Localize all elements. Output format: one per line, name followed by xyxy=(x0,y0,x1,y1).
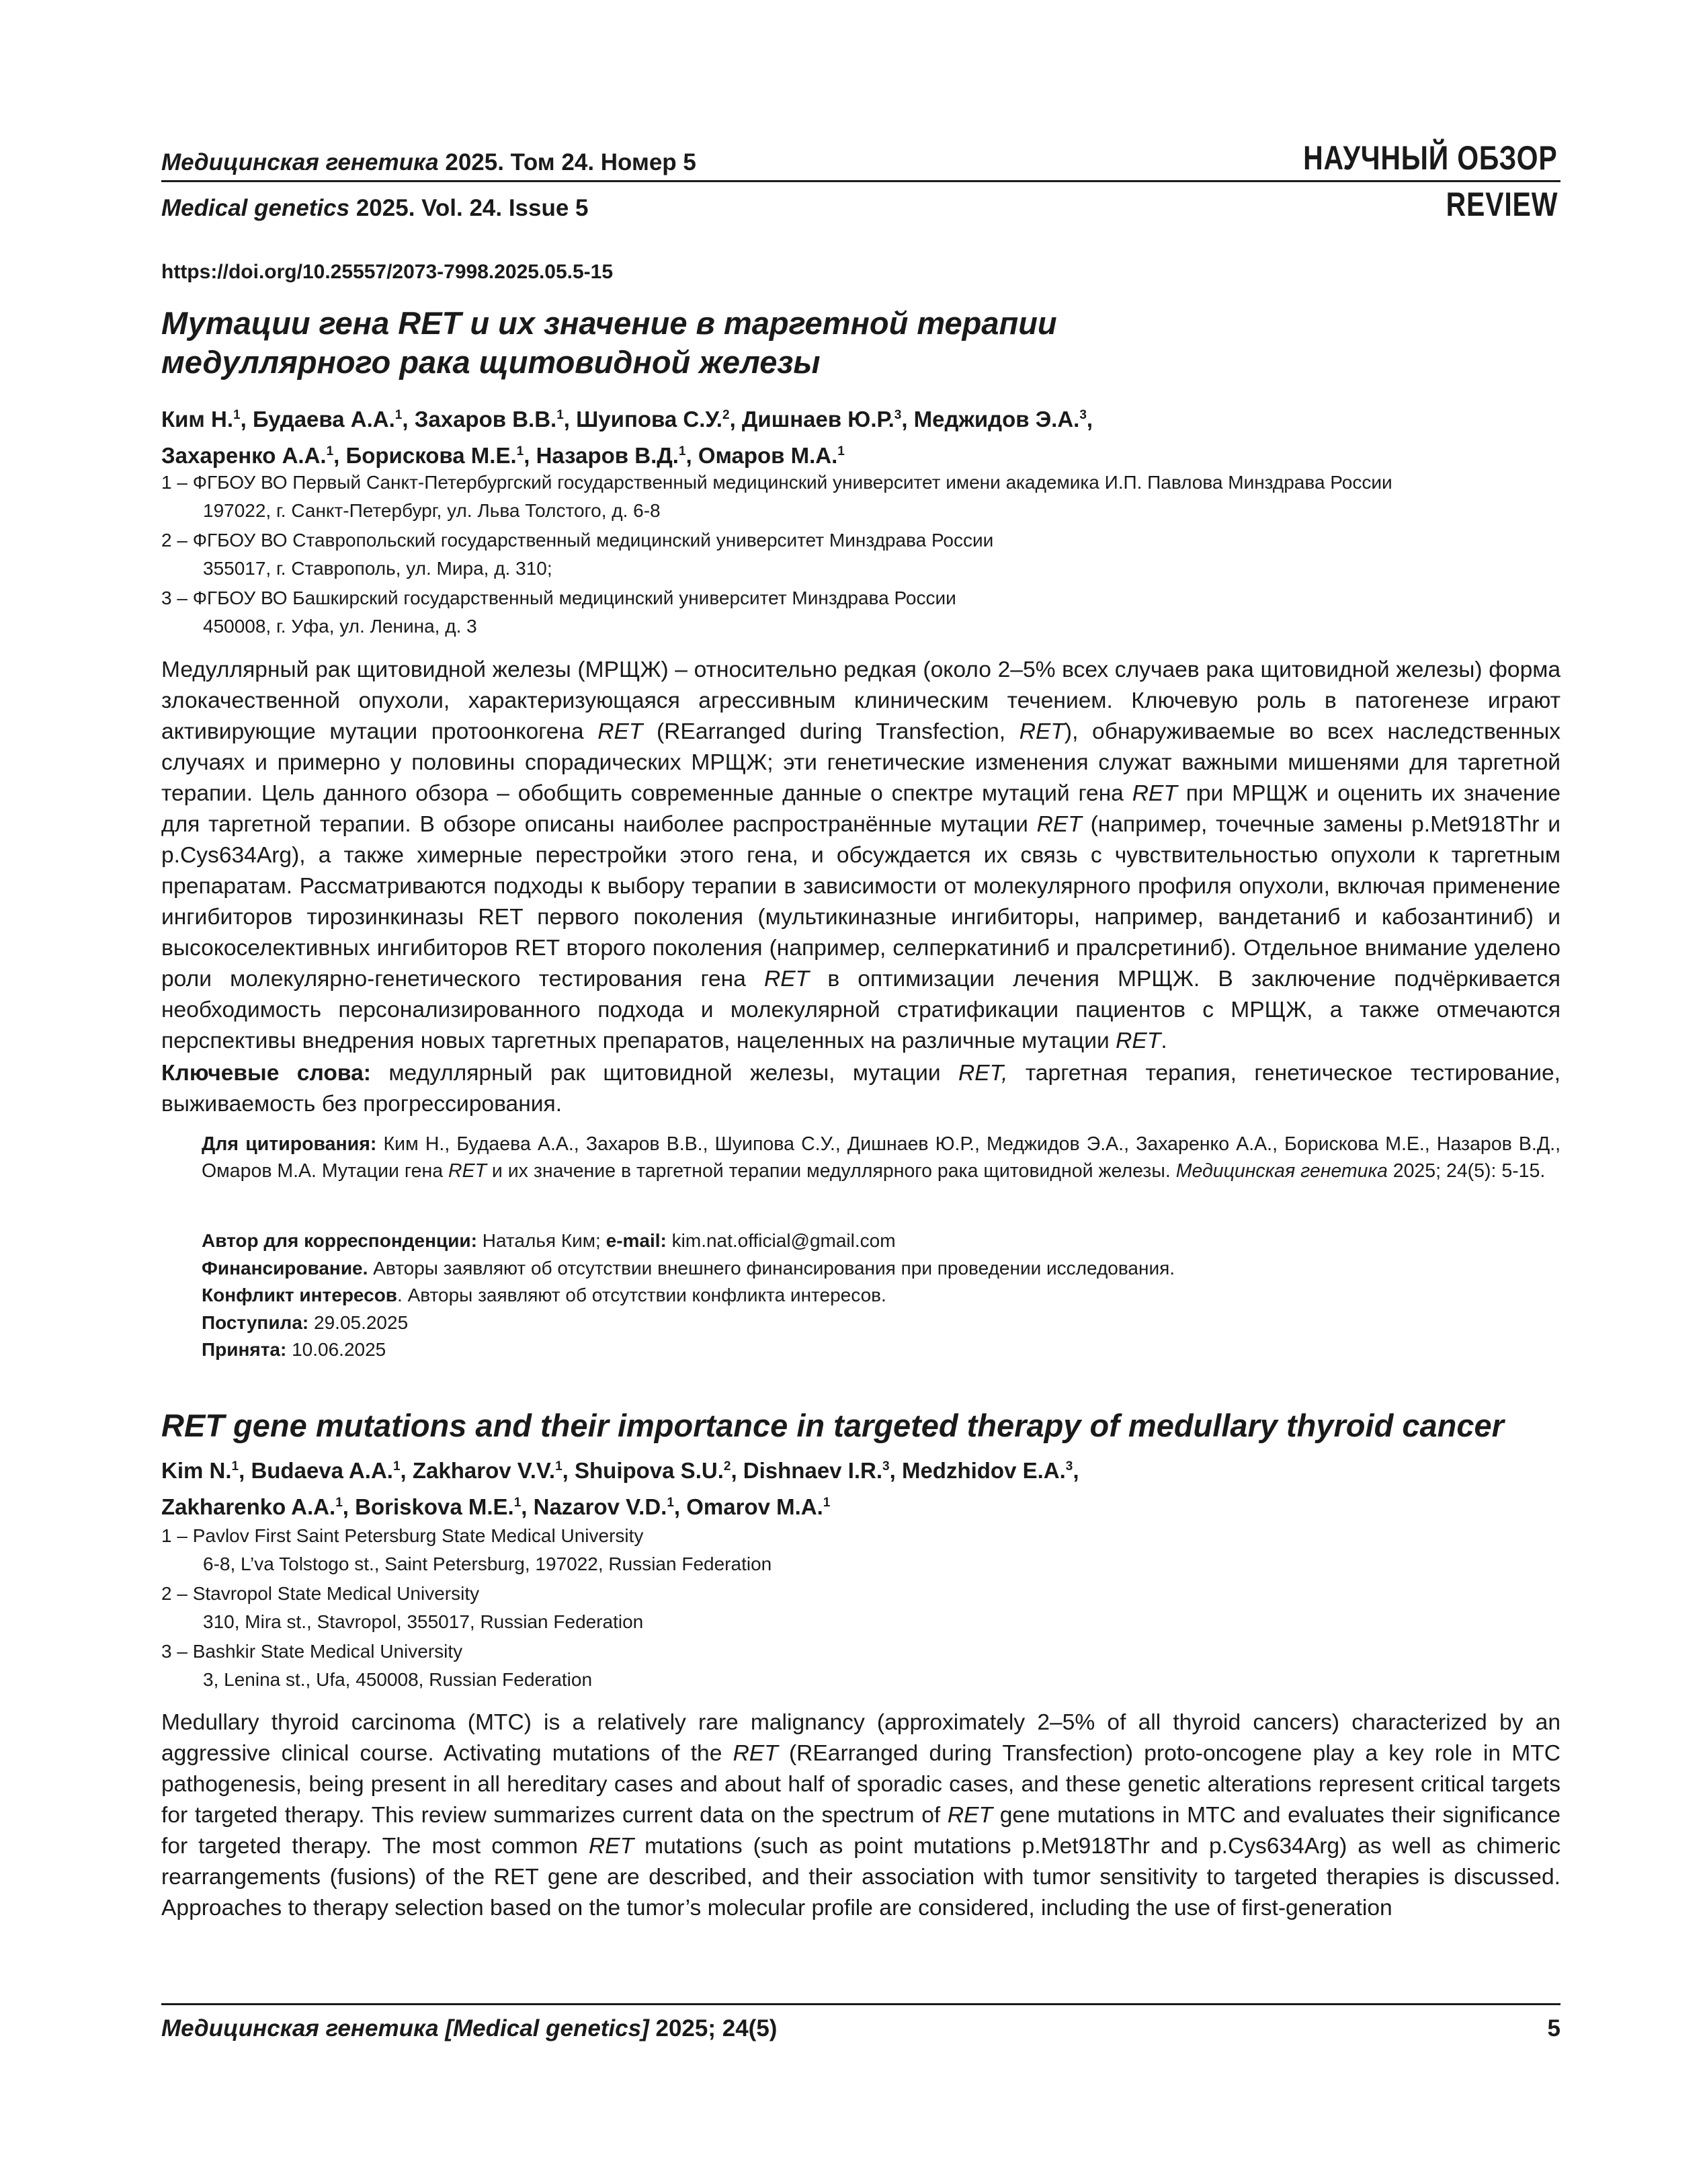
running-footer xyxy=(161,2015,777,2042)
affiliations-en xyxy=(161,1522,1559,1695)
author-name: Omarov M.A. xyxy=(686,1494,823,1519)
accepted-label: Принята: xyxy=(202,1339,287,1360)
abstract-text-segment: при МРЩЖ и оценить их значение для таргетной терапии. В обзоре описаны наиболее распространённые мутации xyxy=(161,781,1560,837)
authors-ru xyxy=(161,399,1559,472)
affiliation-institution: 1 – ФГБОУ ВО Первый Санкт-Петербургский государственный медицинский университет имени академика И.П. Павлова Минздрава России xyxy=(161,472,1392,493)
abstract-text-segment: (например, точечные замены p.Met918Thr и p.Cys634Arg), а также химерные перестройки этого гена, и обсуждается их связь с чувствительностью опухоли к таргетным препаратам. Рассматриваются подходы к выбору терапии в зависимости от молекулярного профиля опухоли, включая применение ингибиторов тирозинкиназы RET первого поколения (мультикиназные ингибиторы, например, вандетаниб и кабозантиниб) и высокоселективных ингибиторов RET второго поколения (например, селперкатиниб и пралсретиниб). Отдельное внимание уделено роли молекулярно-генетического тестирования гена xyxy=(161,812,1560,992)
author-affiliation-mark: 1 xyxy=(556,408,564,422)
keywords-text-b: таргетная терапия, генетическое тестирование, выживаемость без прогрессирования. xyxy=(161,1061,1560,1117)
author-name: Захаров В.В. xyxy=(414,407,557,432)
conflict-label: Конфликт интересов xyxy=(202,1285,398,1305)
received-label: Поступила: xyxy=(202,1311,309,1333)
abstract-gene-symbol: RET xyxy=(947,1803,993,1828)
author-separator: , xyxy=(562,1458,575,1483)
author-affiliation-mark: 3 xyxy=(882,1459,890,1473)
funding-text: Авторы заявляют об отсутствии внешнего финансирования при проведении исследования. xyxy=(368,1257,1175,1279)
citation-text-c: 2025; 24(5): 5-15. xyxy=(1387,1160,1546,1182)
author-affiliation-mark: 1 xyxy=(823,1496,831,1510)
author-separator: , xyxy=(563,407,577,432)
page-number: 5 xyxy=(1547,2015,1560,2041)
citation-text-b: и их значение в таргетной терапии медуллярного рака щитовидной железы. xyxy=(486,1160,1176,1182)
author-name: Boriskova M.E. xyxy=(355,1494,514,1519)
authors-ru-line1 xyxy=(161,399,1559,436)
author-name: Борискова М.Е. xyxy=(345,443,517,468)
abstract-gene-symbol: RET xyxy=(588,1834,634,1859)
author-affiliation-mark: 1 xyxy=(678,444,686,458)
abstract-gene-symbol: RET xyxy=(764,967,810,992)
article-meta xyxy=(202,1227,1546,1364)
correspondence-line xyxy=(202,1227,1546,1255)
abstract-gene-symbol: RET xyxy=(1019,719,1065,744)
received-date: 29.05.2025 xyxy=(308,1311,409,1333)
author-separator: , xyxy=(1073,1458,1079,1483)
author-name: Zakharenko A.A. xyxy=(161,1494,336,1519)
author-separator: , xyxy=(333,443,346,468)
affiliation-address: 6-8, L’va Tolstogo st., Saint Petersburg, 197022, Russian Federation xyxy=(203,1553,772,1574)
issue-ru: 2025. Том 24. Номер 5 xyxy=(438,149,696,175)
author-separator: , xyxy=(889,1458,902,1483)
correspondence-name: Наталья Ким; xyxy=(476,1230,606,1251)
journal-name-en: Medical genetics xyxy=(161,195,350,221)
affiliation-institution: 1 – Pavlov First Saint Petersburg State Medical University xyxy=(161,1525,644,1546)
affiliation-institution: 3 – ФГБОУ ВО Башкирский государственный медицинский университет Минздрава России xyxy=(161,588,956,608)
author-separator: , xyxy=(731,1458,743,1483)
affiliation-address: 197022, г. Санкт-Петербург, ул. Льва Толстого, д. 6-8 xyxy=(203,500,661,521)
abstract-gene-symbol: RET xyxy=(597,719,643,744)
article-title-ru xyxy=(161,304,1237,382)
article-title-en: RET gene mutations and their importance in targeted therapy of medullary thyroid cancer xyxy=(161,1408,1504,1443)
author-affiliation-mark: 3 xyxy=(1079,408,1087,422)
keywords-ru xyxy=(161,1058,1560,1120)
author-name: Shuipova S.U. xyxy=(575,1458,724,1483)
author-name: Омаров М.А. xyxy=(698,443,838,468)
author-name: Будаева А.А. xyxy=(252,407,395,432)
doi-link[interactable]: https://doi.org/10.25557/2073-7998.2025.05.5-15 xyxy=(161,261,614,283)
authors-en xyxy=(161,1451,1559,1523)
abstract-text-segment: gene mutations in MTC and evaluates their significance for targeted therapy. The most common xyxy=(161,1803,1560,1859)
affiliation-item xyxy=(161,469,1559,525)
affiliation-address: 310, Mira st., Stavropol, 355017, Russian Federation xyxy=(203,1611,644,1632)
author-affiliation-mark: 1 xyxy=(392,1459,401,1473)
funding-label: Финансирование. xyxy=(202,1257,368,1279)
author-separator: , xyxy=(901,407,914,432)
abstract-text-segment: mutations (such as point mutations p.Met918Thr and p.Cys634Arg) as well as chimeric rearrangements (fusions) of the RET gene are described, and their association with tumor sensitivity to targeted therapies is discussed. Approaches to therapy selection based on the tumor’s molecular profile are considered, including the use of first-generation xyxy=(161,1834,1560,1920)
citation-block xyxy=(202,1131,1560,1184)
authors-en-line2 xyxy=(161,1487,1559,1523)
author-separator: , xyxy=(239,1458,251,1483)
author-affiliation-mark: 1 xyxy=(394,408,403,422)
abstract-gene-symbol: RET xyxy=(733,1741,778,1766)
footer-divider xyxy=(161,2003,1560,2005)
author-affiliation-mark: 3 xyxy=(1065,1459,1073,1473)
funding-line xyxy=(202,1255,1546,1283)
author-affiliation-mark: 1 xyxy=(837,444,845,458)
affiliation-item xyxy=(161,526,1559,583)
author-affiliation-mark: 1 xyxy=(326,444,334,458)
author-affiliation-mark: 2 xyxy=(722,408,730,422)
author-name: Dishnaev I.R. xyxy=(743,1458,883,1483)
issue-en: 2025. Vol. 24. Issue 5 xyxy=(349,195,589,221)
author-separator: , xyxy=(240,407,253,432)
abstract-text-segment: Medullary thyroid carcinoma (MTC) is a relatively rare malignancy (approximately 2–5% of all thyroid cancers) characterized by an aggressive clinical course. Activating mutations of the xyxy=(161,1710,1560,1766)
email-link[interactable]: kim.nat.official@gmail.com xyxy=(666,1230,896,1251)
accepted-line xyxy=(202,1336,1546,1364)
author-name: Меджидов Э.А. xyxy=(913,407,1080,432)
conflict-text: . Авторы заявляют об отсутствии конфликта интересов. xyxy=(397,1285,886,1305)
footer-journal: Медицинская генетика [Medical genetics] xyxy=(161,2015,649,2041)
citation-journal: Медицинская генетика xyxy=(1175,1160,1388,1182)
author-affiliation-mark: 1 xyxy=(516,444,524,458)
affiliation-institution: 2 – Stavropol State Medical University xyxy=(161,1583,480,1604)
abstract-gene-symbol: RET xyxy=(1036,812,1082,837)
abstract-ru xyxy=(161,655,1560,1057)
author-name: Ким Н. xyxy=(161,407,234,432)
author-affiliation-mark: 2 xyxy=(723,1459,731,1473)
abstract-text-segment: (REarranged during Transfection) proto-oncogene play a key role in MTC pathogenesis, being present in all hereditary cases and about half of sporadic cases, and these genetic alterations represent critical targets for targeted therapy. This review summarizes current data on the spectrum of xyxy=(161,1741,1560,1828)
affiliations-ru xyxy=(161,469,1559,642)
author-separator: , xyxy=(685,443,698,468)
abstract-text-segment: в оптимизации лечения МРЩЖ. В заключение подчёркивается необходимость персонализированного подхода и молекулярной стратификации пациентов с МРЩЖ, а также отмечаются перспективы внедрения новых таргетных препаратов, нацеленных на различные мутации xyxy=(161,967,1560,1053)
accepted-date: 10.06.2025 xyxy=(286,1339,386,1360)
affiliation-item xyxy=(161,1580,1559,1636)
journal-name-ru: Медицинская генетика xyxy=(161,149,439,175)
author-affiliation-mark: 1 xyxy=(231,1459,239,1473)
author-name: Nazarov V.D. xyxy=(533,1494,667,1519)
section-label-ru: НАУЧНЫЙ ОБЗОР xyxy=(1303,139,1558,177)
author-separator: , xyxy=(729,407,742,432)
citation-gene: RET xyxy=(448,1160,487,1182)
abstract-text-segment: Медуллярный рак щитовидной железы (МРЩЖ) – относительно редкая (около 2–5% всех случаев рака щитовидной железы) форма злокачественной опухоли, характеризующаяся агрессивным клиническим течением. Ключевую роль в патогенезе играют активирующие мутации протоонкогена xyxy=(161,657,1560,744)
title-ru-line2: медуллярного рака щитовидной железы xyxy=(161,344,821,380)
author-name: Захаренко А.А. xyxy=(161,443,327,468)
abstract-text-segment: ), обнаруживаемые во всех наследственных случаях и примерно у половины спорадических МРЩЖ; эти генетические изменения служат важными мишенями для таргетной терапии. Цель данного обзора – обобщить современные данные о спектре мутаций гена xyxy=(161,719,1560,806)
author-name: Budaeva A.A. xyxy=(251,1458,393,1483)
title-ru-line1: Мутации гена RET и их значение в таргетной терапии xyxy=(161,305,1057,341)
authors-en-line1 xyxy=(161,1451,1559,1487)
section-label-en: REVIEW xyxy=(1446,186,1558,223)
abstract-gene-symbol: RET xyxy=(1132,781,1177,806)
author-affiliation-mark: 3 xyxy=(894,408,902,422)
author-affiliation-mark: 1 xyxy=(513,1496,522,1510)
affiliation-institution: 3 – Bashkir State Medical University xyxy=(161,1641,463,1662)
author-separator: , xyxy=(342,1494,356,1519)
author-affiliation-mark: 1 xyxy=(667,1496,674,1510)
header-divider xyxy=(161,180,1560,182)
affiliation-item xyxy=(161,584,1559,641)
author-affiliation-mark: 1 xyxy=(233,408,241,422)
footer-issue: 2025; 24(5) xyxy=(649,2015,778,2041)
author-name: Kim N. xyxy=(161,1458,232,1483)
author-separator: , xyxy=(1086,407,1093,432)
author-affiliation-mark: 1 xyxy=(335,1496,343,1510)
abstract-text-segment: . xyxy=(1161,1028,1167,1053)
abstract-en xyxy=(161,1707,1560,1924)
affiliation-item xyxy=(161,1522,1559,1578)
author-separator: , xyxy=(402,407,415,432)
keywords-label: Ключевые слова: xyxy=(161,1061,371,1086)
affiliation-address: 355017, г. Ставрополь, ул. Мира, д. 310; xyxy=(203,558,552,579)
conflict-line xyxy=(202,1282,1546,1309)
author-name: Zakharov V.V. xyxy=(412,1458,556,1483)
keywords-text-italic: RET, xyxy=(958,1061,1008,1086)
authors-ru-line2 xyxy=(161,436,1559,472)
keywords-text-a: медуллярный рак щитовидной железы, мутации xyxy=(370,1061,959,1086)
author-separator: , xyxy=(524,443,536,468)
author-affiliation-mark: 1 xyxy=(555,1459,563,1473)
affiliation-institution: 2 – ФГБОУ ВО Ставропольский государственный медицинский университет Минздрава России xyxy=(161,530,994,551)
running-header-en xyxy=(161,195,589,222)
abstract-text-segment: (REarranged during Transfection, xyxy=(642,719,1019,744)
running-header-ru xyxy=(161,149,696,176)
author-separator: , xyxy=(400,1458,413,1483)
author-name: Назаров В.Д. xyxy=(536,443,679,468)
author-name: Дишнаев Ю.Р. xyxy=(741,407,894,432)
received-line xyxy=(202,1309,1546,1337)
author-separator: , xyxy=(521,1494,534,1519)
citation-text-a: Ким Н., Будаева А.А., Захаров В.В., Шуипова С.У., Дишнаев Ю.Р., Меджидов Э.А., Захаренко А.А., Борискова М.Е., Назаров В.Д., Омаров М.А. Мутации гена xyxy=(202,1133,1560,1182)
author-name: Шуипова С.У. xyxy=(576,407,722,432)
affiliation-item xyxy=(161,1637,1559,1694)
author-separator: , xyxy=(673,1494,687,1519)
correspondence-label: Автор для корреспонденции: xyxy=(202,1230,477,1251)
abstract-gene-symbol: RET xyxy=(1116,1028,1161,1053)
affiliation-address: 450008, г. Уфа, ул. Ленина, д. 3 xyxy=(203,616,477,637)
affiliation-address: 3, Lenina st., Ufa, 450008, Russian Federation xyxy=(203,1669,593,1690)
citation-label: Для цитирования: xyxy=(202,1133,377,1155)
author-name: Medzhidov E.A. xyxy=(901,1458,1066,1483)
email-label: e-mail: xyxy=(606,1230,667,1251)
